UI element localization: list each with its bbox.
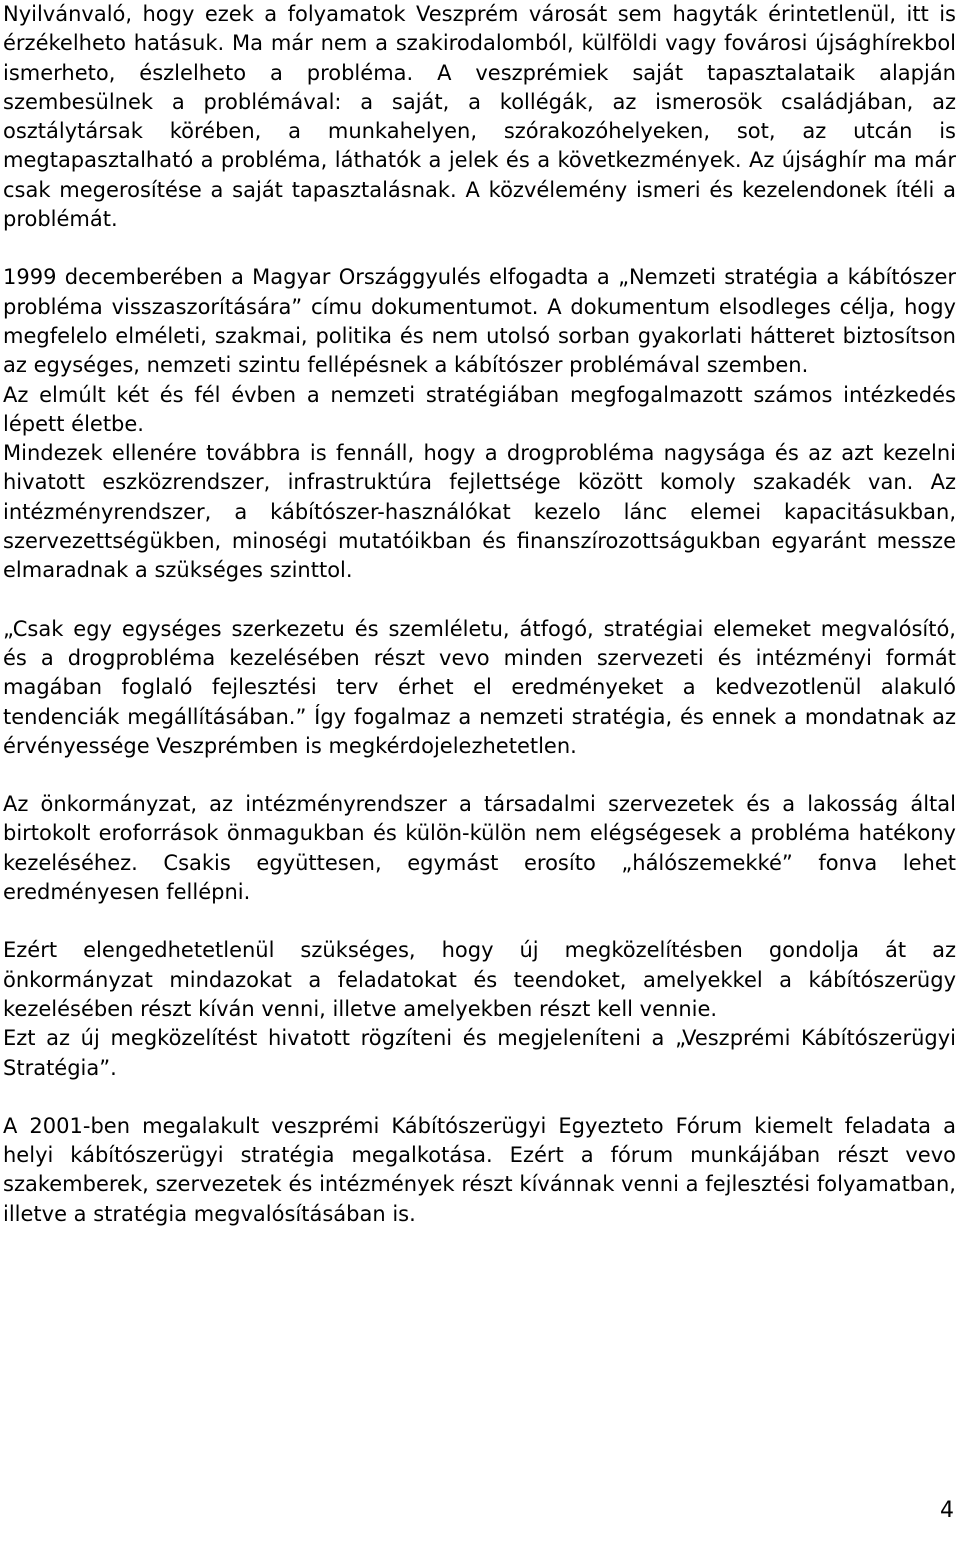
paragraph-new-approach: Ezért elengedhetetlenül szükséges, hogy új megközelítésben gondolja át az önkormányzat mindazokat a feladatokat és teendoket, amelyekkel a kábítószerügy kezelésében részt kíván venni, illetve amelyekben részt kell vennie.: [3, 938, 956, 1021]
paragraph-measures: Az elmúlt két és fél évben a nemzeti stratégiában megfogalmazott számos intézkedés lépett életbe.: [3, 382, 956, 436]
paragraph-national-strategy: 1999 decemberében a Magyar Országgyulés elfogadta a „Nemzeti stratégia a kábítószer probléma visszaszorítására” címu dokumentumot. A dokumentum elsodleges célja, hogy megfelelo elméleti, szakmai, politika és nem utolsó sorban gyakorlati hátteret biztosítson az egységes, nemzeti szintu fellépésnek a kábítószer problémával szemben.: [3, 265, 956, 378]
document-body: [3, 0, 956, 1229]
page-number: 4: [940, 1498, 954, 1523]
paragraph-gap: Mindezek ellenére továbbra is fennáll, hogy a drogprobléma nagysága és az azt kezelni hivatott eszközrendszer, infrastruktúra fejlettsége között komoly szakadék van. Az intézményrendszer, a kábítószer-használókat kezelo lánc elemei kapacitásukban, szervezettségükben, minoségi mutatóikban és finanszírozottságukban egyaránt messze elmaradnak a szükséges szinttol.: [3, 441, 956, 583]
paragraph-local-strategy: Ezt az új megközelítést hivatott rögzíteni és megjeleníteni a „Veszprémi Kábítószerügyi Stratégia”.: [3, 1026, 956, 1080]
paragraph-veszprem-impact: Nyilvánvaló, hogy ezek a folyamatok Veszprém városát sem hagyták érintetlenül, itt is érzékelheto hatásuk. Ma már nem a szakirodalomból, külföldi vagy fovárosi újsághírekbol ismerheto, észlelheto a probléma. A veszprémiek saját tapasztalataik alapján szembesülnek a problémával: a saját, a kollégák, az ismerosök családjában, az osztálytársak körében, a munkahelyen, szórakozóhelyeken, sot, az utcán is megtapasztalható a probléma, láthatók a jelek és a következmények. Az újsághír ma már csak megerosítése a saját tapasztalásnak. A közvélemény ismeri és kezelendonek ítéli a problémát.: [3, 2, 956, 232]
paragraph-quote: „Csak egy egységes szerkezetu és szemléletu, átfogó, stratégiai elemeket megvalósító, és a drogprobléma kezelésében részt vevo minden szervezeti és intézményi formát magában foglaló fejlesztési terv érhet el eredményeket a kedvezotlenül alakuló tendenciák megállításában.” Így fogalmaz a nemzeti stratégia, és ennek a mondatnak az érvényessége Veszprémben is megkérdojelezhetetlen.: [3, 616, 956, 758]
paragraph-resources: Az önkormányzat, az intézményrendszer a társadalmi szervezetek és a lakosság által birtokolt eroforrások önmagukban és külön-külön nem elégségesek a probléma hatékony kezeléséhez. Csakis együttesen, egymást erosíto „hálószemekké” fonva lehet eredményesen fellépni.: [3, 792, 956, 905]
paragraph-forum: A 2001-ben megalakult veszprémi Kábítószerügyi Egyezteto Fórum kiemelt feladata a helyi kábítószerügyi stratégia megalkotása. Ezért a fórum munkájában részt vevo szakemberek, szervezetek és intézmények részt kívánnak venni a fejlesztési folyamatban, illetve a stratégia megvalósításában is.: [3, 1113, 956, 1226]
